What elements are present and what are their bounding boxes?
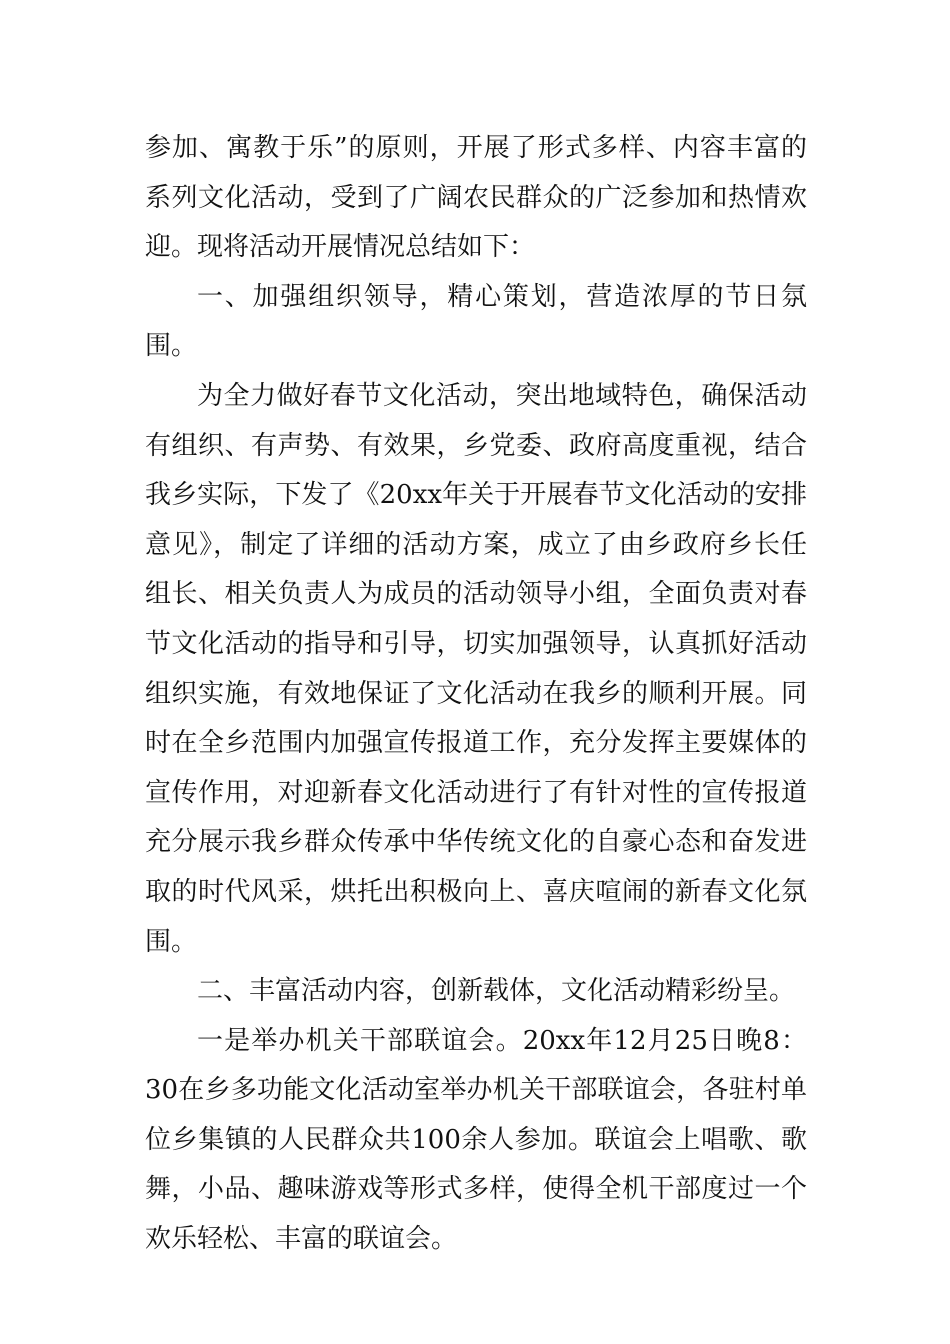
document-body [145,124,807,1265]
paragraph-organization: 为全力做好春节文化活动，突出地域特色，确保活动有组织、有声势、有效果，乡党委、政府高度重视，结合我乡实际，下发了《20xx年关于开展春节文化活动的安排意见》，制定了详细的活动方案，成立了由乡政府乡长任组长、相关负责人为成员的活动领导小组，全面负责对春节文化活动的指导和引导，切实加强领导，认真抓好活动组织实施，有效地保证了文化活动在我乡的顺利开展。同时在全乡范围内加强宣传报道工作，充分发挥主要媒体的宣传作用，对迎新春文化活动进行了有针对性的宣传报道充分展示我乡群众传承中华传统文化的自豪心态和奋发进取的时代风采，烘托出积极向上、喜庆喧闹的新春文化氛围。 [145,380,807,957]
section-heading-2: 二、丰富活动内容，创新载体，文化活动精彩纷呈。 [197,976,796,1007]
paragraph-principles: 参加、寓教于乐”的原则，开展了形式多样、内容丰富的系列文化活动，受到了广阔农民群众的广泛参加和热情欢迎。现将活动开展情况总结如下： [145,133,807,263]
paragraph-party: 一是举办机关干部联谊会。20xx年12月25日晚8：30在乡多功能文化活动室举办机关干部联谊会，各驻村单位乡集镇的人民群众共100余人参加。联谊会上唱歌、歌舞，小品、趣味游戏等形式多样，使得全机干部度过一个欢乐轻松、丰富的联谊会。 [145,1025,807,1255]
section-heading-1: 一、加强组织领导，精心策划，营造浓厚的节日氛围。 [145,281,807,362]
